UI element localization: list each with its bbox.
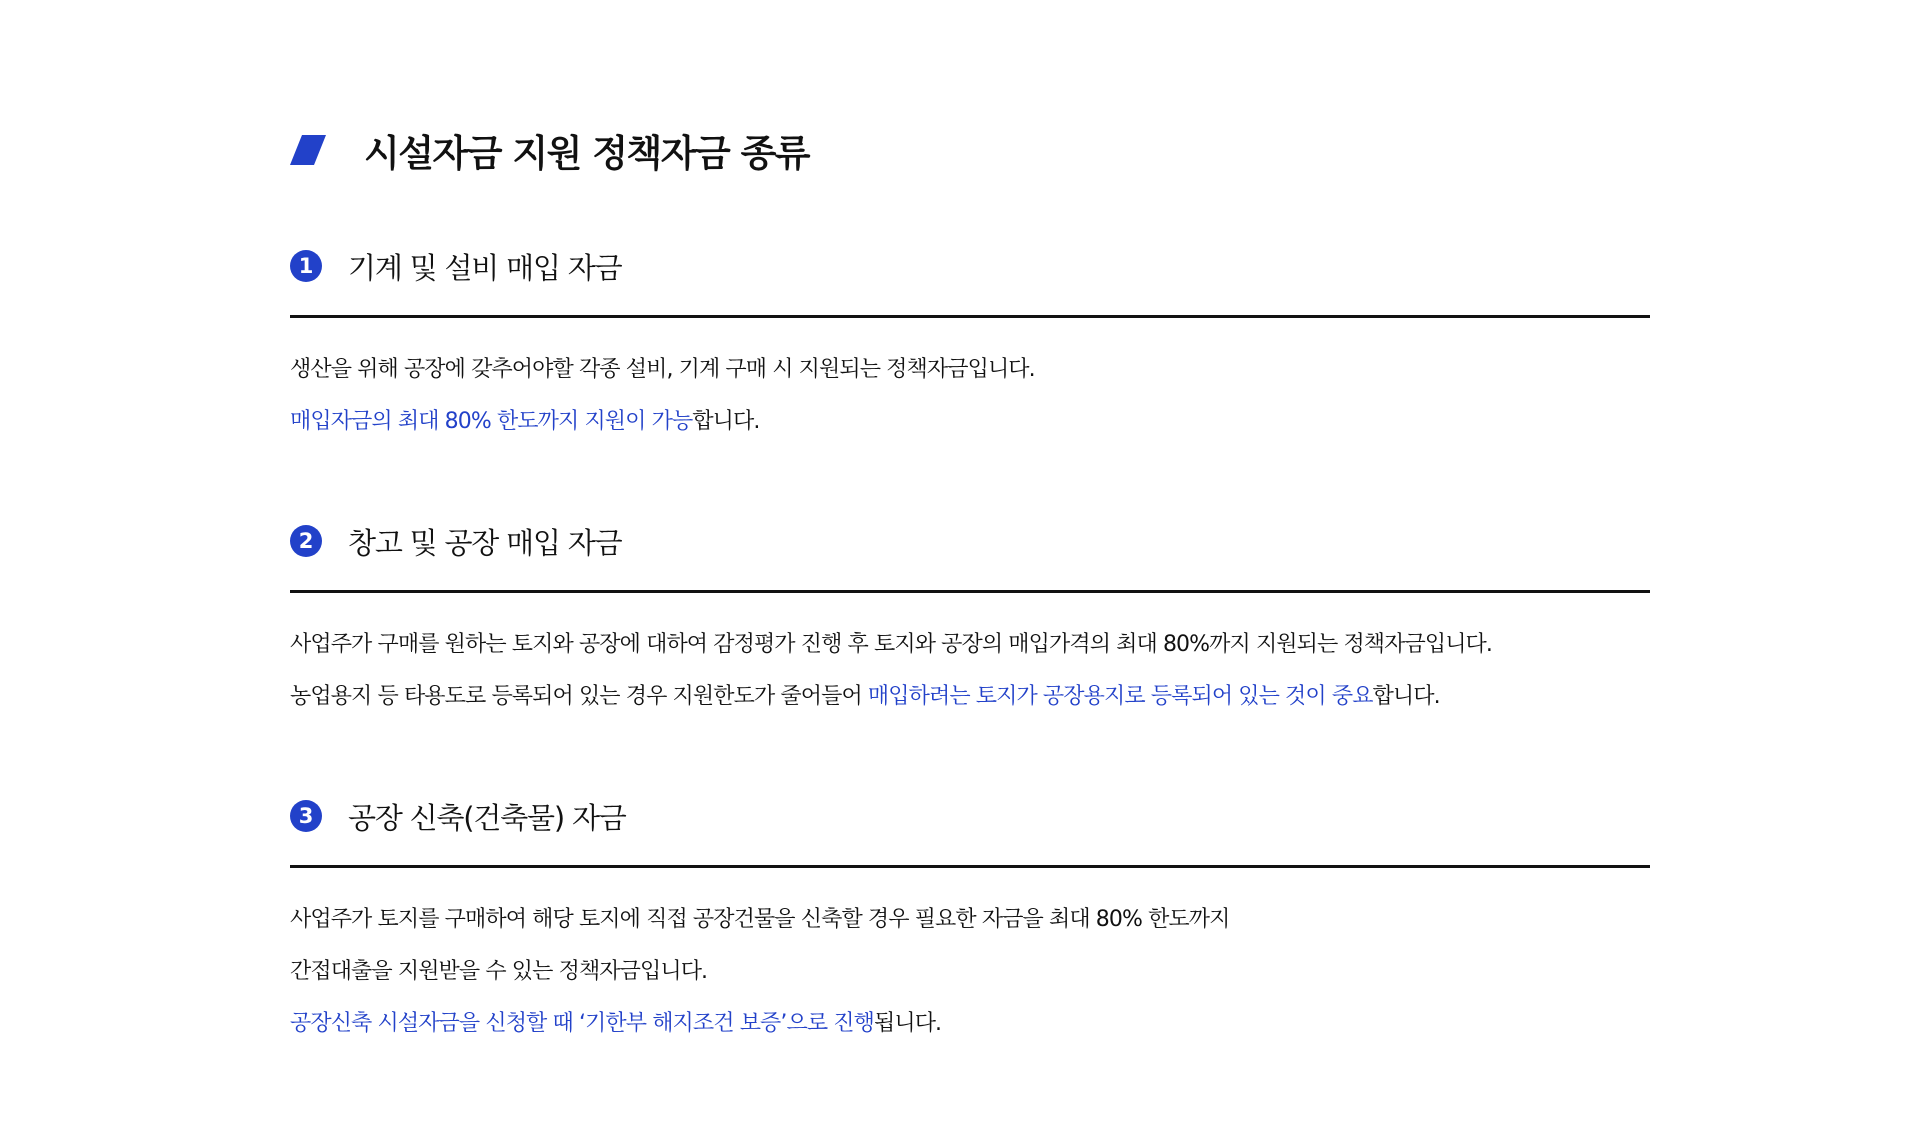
body-line: 사업주가 토지를 구매하여 해당 토지에 직접 공장건물을 신축할 경우 필요한 자금을 최대 80% 한도까지 (290, 907, 1230, 932)
section-header (290, 246, 1650, 286)
section-body (290, 894, 1650, 1050)
body-line-highlight: 매입자금의 최대 80% 한도까지 지원이 가능합니다. (290, 409, 760, 434)
body-line: 사업주가 구매를 원하는 토지와 공장에 대하여 감정평가 진행 후 토지와 공장의 매입가격의 최대 80%까지 지원되는 정책자금입니다. (290, 632, 1492, 657)
section-body (290, 619, 1650, 723)
number-badge: 1 (290, 250, 322, 282)
section-factory-construction-fund (290, 796, 1650, 1050)
highlight-text: 공장신축 시설자금을 신청할 때 ‘기한부 해지조건 보증’으로 진행 (290, 1011, 874, 1036)
number-badge: 2 (290, 525, 322, 557)
body-line: 간접대출을 지원받을 수 있는 정책자금입니다. (290, 959, 708, 984)
section-title: 공장 신축(건축물) 자금 (348, 800, 626, 835)
section-machinery-fund (290, 246, 1650, 448)
body-line: 생산을 위해 공장에 갖추어야할 각종 설비, 기계 구매 시 지원되는 정책자금입니다. (290, 357, 1035, 382)
section-body (290, 344, 1650, 448)
body-line-highlight: 농업용지 등 타용도로 등록되어 있는 경우 지원한도가 줄어들어 매입하려는 토지가 공장용지로 등록되어 있는 것이 중요합니다. (290, 684, 1440, 709)
slash-mark-icon (290, 135, 326, 165)
number-badge: 3 (290, 800, 322, 832)
highlight-text: 매입하려는 토지가 공장용지로 등록되어 있는 것이 중요 (867, 684, 1373, 709)
section-header (290, 521, 1650, 561)
page-header (290, 120, 809, 180)
section-title: 창고 및 공장 매입 자금 (348, 525, 622, 560)
section-warehouse-factory-fund (290, 521, 1650, 723)
section-divider (290, 865, 1650, 868)
body-line-highlight: 공장신축 시설자금을 신청할 때 ‘기한부 해지조건 보증’으로 진행됩니다. (290, 1011, 942, 1036)
page-title: 시설자금 지원 정책자금 종류 (364, 132, 810, 175)
section-header (290, 796, 1650, 836)
highlight-text: 매입자금의 최대 80% 한도까지 지원이 가능 (290, 409, 693, 434)
section-divider (290, 315, 1650, 318)
section-divider (290, 590, 1650, 593)
section-title: 기계 및 설비 매입 자금 (348, 250, 622, 285)
